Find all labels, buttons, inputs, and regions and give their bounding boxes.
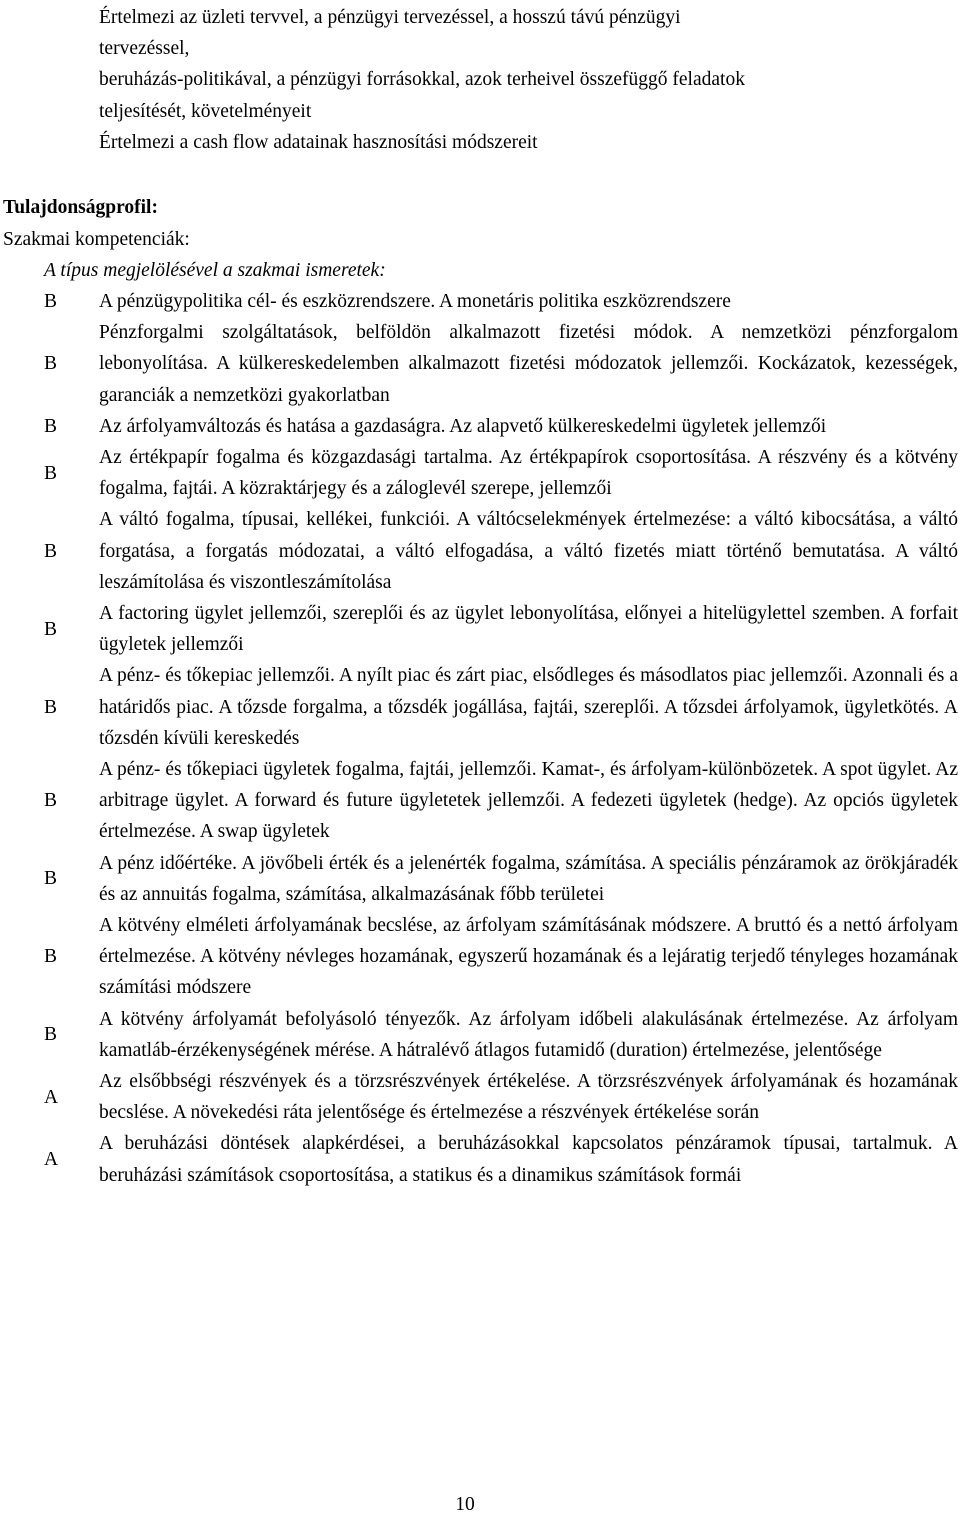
item-text: A factoring ügylet jellemzői, szereplői és az ügylet lebonyolítása, előnyei a hitelügylettel szemben. A forfait ügyletek jellemzői	[99, 603, 958, 656]
list-item	[0, 1128, 960, 1190]
type-letter: B	[44, 1024, 58, 1046]
type-letter: B	[44, 540, 58, 562]
type-letter: B	[44, 946, 58, 968]
type-letter: A	[44, 1149, 59, 1171]
item-text: A kötvény elméleti árfolyamának becslése, az árfolyam számításának módszere. A bruttó és a nettó árfolyam értelmezése. A kötvény névleges hozamának, egyszerű hozamának és a lejáratig terjedő tényleges hozamának számítási módszere	[99, 915, 958, 999]
item-text: Az árfolyamváltozás és hatása a gazdaságra. Az alapvető külkereskedelmi ügyletek jellemzői	[99, 415, 827, 437]
list-item	[0, 411, 960, 442]
competencies-heading: Szakmai kompetenciák:	[3, 229, 190, 250]
item-text: A pénzügypolitika cél- és eszközrendszere. A monetáris politika eszközrendszere	[99, 291, 731, 312]
page-number: 10	[455, 1494, 475, 1515]
list-item	[0, 660, 960, 754]
intro-line: tervezéssel,	[99, 38, 190, 60]
item-text: A pénz- és tőkepiaci ügyletek fogalma, fajtái, jellemzői. Kamat-, és árfolyam-különbözetek. A spot ügylet. Az arbitrage ügylet. A forward és future ügyletetek jellemzői. A fedezeti ügyletek (hedge). Az opciós ügyletek értelmezése. A swap ügyletek	[99, 759, 958, 843]
section-title: Tulajdonságprofil:	[3, 197, 158, 218]
item-text: Az értékpapír fogalma és közgazdasági tartalma. Az értékpapírok csoportosítása. A részvény és a kötvény fogalma, fajtái. A közraktárjegy és a záloglevél szerepe, jellemzői	[99, 447, 958, 500]
item-text: A pénz időértéke. A jövőbeli érték és a jelenérték fogalma, számítása. A speciális pénzáramok az örökjáradék és az annuitás fogalma, számítása, alkalmazásának főbb területei	[99, 852, 958, 905]
list-item	[0, 848, 960, 910]
intro-line: beruházás-politikával, a pénzügyi forrásokkal, azok terheivel összefüggő feladatok	[99, 69, 745, 91]
list-item	[0, 504, 960, 598]
list-item	[0, 286, 960, 317]
item-text: A váltó fogalma, típusai, kellékei, funkciói. A váltócselekmények értelmezése: a váltó kibocsátása, a váltó forgatása, a forgatás módozatai, a váltó elfogadása, a váltó fizetés miatt történő bemutatása. A váltó leszámítolása és viszontleszámítolása	[99, 509, 958, 593]
item-text: A kötvény árfolyamát befolyásoló tényezők. Az árfolyam időbeli alakulásának értelmezése. Az árfolyam kamatláb-érzékenységének mérése. A hátralévő átlagos futamidő (duration) értelmezése, jelentősége	[99, 1008, 958, 1061]
type-letter: B	[44, 462, 58, 484]
item-text: A beruházási döntések alapkérdései, a beruházásokkal kapcsolatos pénzáramok típusai, tartalmuk. A beruházási számítások csoportosítása, a statikus és a dinamikus számítások formái	[99, 1133, 958, 1186]
type-letter: A	[44, 1086, 59, 1108]
intro-line: teljesítését, követelményeit	[99, 100, 312, 122]
list-item	[0, 598, 960, 660]
list-item	[0, 1004, 960, 1066]
intro-block	[99, 2, 959, 158]
knowledge-list	[0, 286, 960, 1191]
type-letter: B	[44, 291, 58, 312]
list-item	[0, 754, 960, 848]
list-item	[0, 317, 960, 411]
list-item	[0, 1066, 960, 1128]
list-item	[0, 910, 960, 1004]
type-letter: B	[44, 353, 58, 375]
intro-line: Értelmezi a cash flow adatainak hasznosítási módszereit	[99, 131, 538, 153]
type-letter: B	[44, 415, 58, 437]
type-letter: B	[44, 790, 58, 812]
type-heading: A típus megjelölésével a szakmai ismeretek:	[44, 260, 386, 281]
type-letter: B	[44, 868, 58, 890]
intro-line: Értelmezi az üzleti tervvel, a pénzügyi tervezéssel, a hosszú távú pénzügyi	[99, 7, 681, 28]
type-letter: B	[44, 696, 58, 718]
type-letter: B	[44, 618, 58, 640]
list-item	[0, 442, 960, 504]
item-text: Az elsőbbségi részvények és a törzsrészvények értékelése. A törzsrészvények árfolyamának és hozamának becslése. A növekedési ráta jelentősége és értelmezése a részvények értékelése során	[99, 1071, 958, 1124]
item-text: Pénzforgalmi szolgáltatások, belföldön alkalmazott fizetési módok. A nemzetközi pénzforgalom lebonyolítása. A külkereskedelemben alkalmazott fizetési módozatok jellemzői. Kockázatok, kezességek, garanciák a nemzetközi gyakorlatban	[99, 322, 958, 406]
item-text: A pénz- és tőkepiac jellemzői. A nyílt piac és zárt piac, elsődleges és másodlatos piac jellemzői. Azonnali és a határidős piac. A tőzsde forgalma, a tőzsdék jogállása, fajtái, szereplői. A tőzsdei árfolyamok, ügyletkötés. A tőzsdén kívüli kereskedés	[99, 665, 958, 749]
